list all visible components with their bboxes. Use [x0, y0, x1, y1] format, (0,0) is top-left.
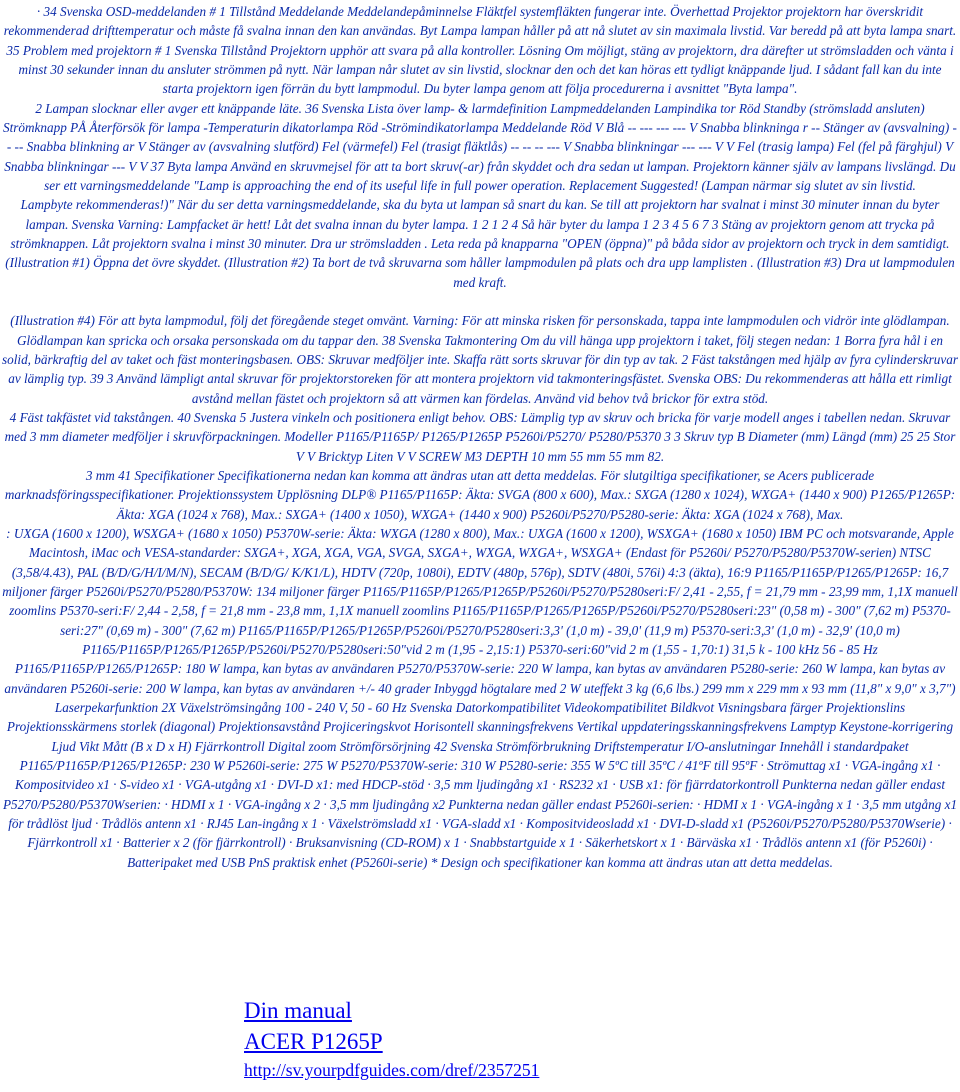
- paragraph-osd-messages: · 34 Svenska OSD-meddelanden # 1 Tillstånd Meddelande Meddelandepåminnelse Fläktfel systemfläkten fungerar inte. Överhettad Projektor projektorn har överskridit rekommenderad drifttemperatur och måste få svalna innan den kan användas. Byt Lampa lampan håller på att nå slutet av sin maximala livstid. Var beredd på att byta lampa snart.: [3, 4, 957, 39]
- paragraph-specifications-continued: : UXGA (1600 x 1200), WSXGA+ (1680 x 1050) P5370W-serie: Äkta: WXGA (1280 x 800), Max.: UXGA (1600 x 1200), WSXGA+ (1680 x 1050) IBM PC och motsvarande, Apple Macintosh, iMac och VESA-standarder: SXGA+, XGA, XGA, VGA, SVGA, SXGA+, WXGA, WXGA+, WSXGA+ (Endast för P5260i/ P5270/P5280/P5370W-serien) NTSC (3,58/4.43), PAL (B/D/G/H/I/M/N), SECAM (B/D/G/ K/K1/L), HDTV (720p, 1080i), EDTV (480p, 576p), SDTV (480i, 576i) 4:3 (äkta), 16:9 P1165/P1165P/P1265/P1265P: 16,7 miljoner färger P5260i/P5270/P5280/P5370W: 134 miljoner färger P1165/P1165P/P1265/P1265P/P5260i/P5270/P5280seri:F/ 2,41 - 2,55, f = 21,79 mm - 23,99 mm, 1,1X manuell zoomlins P5370-seri:F/ 2,44 - 2,58, f = 21,8 mm - 23,8 mm, 1,1X manuell zoomlins P1165/P1165P/P1265/P1265P/P5260i/P5270/P5280seri:23" (0,58 m) - 300" (7,62 m) P5370-seri:27" (0,69 m) - 300" (7,62 m) P1165/P1165P/P1265/P1265P/P5260i/P5270/P5280seri:3,3' (1,0 m) - 39,0' (11,9 m) P5370-seri:3,3' (1,0 m) - 32,9' (10,0 m) P1165/P1165P/P1265/P1265P/P5260i/P5270/P5280seri:50"vid 2 m (1,95 - 2,15:1) P5370-seri:60"vid 2 m (1,55 - 1,70:1) 31,5 k - 100 kHz 56 - 85 Hz P1165/P1165P/P1265/P1265P: 180 W lampa, kan bytas av användaren P5270/P5370W-serie: 220 W lampa, kan bytas av användaren P5280-serie: 260 W lampa, kan bytas av användaren P5260i-serie: 200 W lampa, kan bytas av användaren +/- 40 grader Inbyggd högtalare med 2 W uteffekt 3 kg (6,6 lbs.) 299 mm x 229 mm x 93 mm (11,8" x 9,0" x 3,7") Laserpekarfunktion 2X Växelströmsingång 100 - 240 V, 50 - 60 Hz Svenska Datorkompatibilitet Videokompatibilitet Bildkvot Visningsbara färger Projektionslins Projektionsskärmens storlek (diagonal) Projektionsavstånd Projiceringskvot Horisontell skanningsfrekvens Vertikal uppdateringsskanningsfrekvens Lamptyp Keystone-korrigering Ljud Vikt Mått (B x D x H) Fjärrkontroll Digital zoom Strömförsörjning 42 Svenska Strömförbrukning Driftstemperatur I/O-anslutningar Innehåll i standardpaket P1165/P1165P/P1265/P1265P: 230 W P5260i-serie: 275 W P5270/P5370W-serie: 310 W P5280-serie: 355 W 5ºC till 35ºC / 41ºF till 95ºF · Strömuttag x1 · VGA-ingång x1 · Kompositvideo x1 · S-video x1 · VGA-utgång x1 · DVI-D x1: med HDCP-stöd · 3,5 mm ljudingång x1 · RS232 x1 · USB x1: för fjärrdatorkontroll Punkterna nedan gäller endast P5270/P5280/P5370Wserien: · HDMI x 1 · VGA-ingång x 2 · 3,5 mm ljudingång x2 Punkterna nedan gäller endast P5260i-serien: · HDMI x 1 · VGA-ingång x 1 · 3,5 mm utgång x1 för trådlöst ljud · Trådlös antenn x1 · RJ45 Lan-ingång x 1 · Växelströmsladd x1 · VGA-sladd x1 · Kompositvideosladd x1 · DVI-D-sladd x1 (P5260i/P5270/P5280/P5370Wserie) · Fjärrkontroll x1 · Batterier x 2 (för fjärrkontroll) · Bruksanvisning (CD-ROM) x 1 · Snabbstartguide x 1 · Säkerhetskort x 1 · Bärväska x1 · Trådlös antenn x1 (för P5260i) · Batteripaket med USB PnS praktisk enhet (P5260i-serie) * Design och specifikationer kan komma att ändras utan att detta meddelas.: [2, 525, 958, 870]
- paragraph-gap: [2, 292, 958, 311]
- footer-links: [244, 995, 539, 1083]
- document-body: [2, 2, 958, 872]
- model-link[interactable]: ACER P1265P: [244, 1029, 383, 1054]
- paragraph-screw-table: 4 Fäst takfästet vid takstången. 40 Svenska 5 Justera vinkeln och positionera enligt behov. OBS: Lämplig typ av skruv och bricka för varje modell anges i tabellen nedan. Skruvar med 3 mm diameter medföljer i skruvförpackningen. Modeller P1165/P1165P/ P1265/P1265P P5260i/P5270/ P5280/P5370 3 3 Skruv typ B Diameter (mm) Längd (mm) 25 25 Stor V V Bricktyp Liten V V SCREW M3 DEPTH 10 mm 55 mm 55 mm 82.: [4, 409, 956, 464]
- paragraph-lamp-replacement: Lampbyte rekommenderas!)" När du ser detta varningsmeddelande, ska du byta ut lampan så snart du kan. Se till att projektorn har svalnat i minst 30 minuter innan du byter lampan. Svenska Varning: Lampfacket är hett! Låt det svalna innan du byter lampa. 1 2 1 2 4 Så här byter du lampa 1 2 3 4 5 6 7 3 Stäng av projektorn genom att trycka på strömknappen. Låt projektorn svalna i minst 30 minuter. Dra ur strömsladden . Leta reda på knapparna "OPEN (öppna)" på båda sidor av projektorn och tryck in dem samtidigt. (Illustration #1) Öppna det övre skyddet. (Illustration #2) Ta bort de två skruvarna som håller lampmodulen på plats och dra upp lamplisten . (Illustration #3) Dra ut lampmodulen med kraft.: [5, 197, 955, 290]
- paragraph-specifications: 3 mm 41 Specifikationer Specifikationerna nedan kan komma att ändras utan att detta meddelas. För slutgiltiga specifikationer, se Acers publicerade marknadsföringsspecifikationer. Projektionssystem Upplösning DLP® P1165/P1165P: Äkta: SVGA (800 x 600), Max.: SXGA (1280 x 1024), WXGA+ (1440 x 900) P1265/P1265P: Äkta: XGA (1024 x 768), Max.: SXGA+ (1400 x 1050), WXGA+ (1440 x 900) P5260i/P5270/P5280-serie: Äkta: XGA (1024 x 768), Max.: [4, 467, 956, 522]
- paragraph-troubleshooting: 35 Problem med projektorn # 1 Svenska Tillstånd Projektorn upphör att svara på alla kontroller. Lösning Om möjligt, stäng av projektorn, dra därefter ut strömsladden och vänta i minst 30 sekunder innan du ansluter strömmen på nytt. När lampan når slutet av sin livstid, slocknar den och det kan höras ett tydligt knäppande ljud. I sådant fall kan du inte starta projektorn igen förrän du bytt lampmodul. Du byter lampa genom att följa procedurerna i avsnittet "Byta lampa".: [6, 42, 954, 97]
- paragraph-ceiling-mount: (Illustration #4) För att byta lampmodul, följ det föregående steget omvänt. Varning: För att minska risken för personskada, tappa inte lampmodulen och vidrör inte glödlampan. Glödlampan kan spricka och orsaka personskada om du tappar den. 38 Svenska Takmontering Om du vill hänga upp projektorn i taket, följ stegen nedan: 1 Borra fyra hål i en solid, bärkraftig del av taket och fäst monteringsbasen. OBS: Skruvar medföljer inte. Skaffa rätt sorts skruvar för din typ av tak. 2 Fäst takstången med hjälp av fyra cylinderskruvar av lämplig typ. 39 3 Använd lämpligt antal skruvar för projektorstoreken för att montera projektorn vid takmonteringsfästet. Svenska OBS: Du rekommenderas att hålla ett rimligt avstånd mellan fästet och projektorn så att värmen kan fördelas. Använd vid behov två brickor för extra stöd.: [2, 313, 958, 406]
- source-url-link[interactable]: http://sv.yourpdfguides.com/dref/2357251: [244, 1060, 540, 1080]
- manual-link[interactable]: Din manual: [244, 998, 352, 1023]
- paragraph-lamp-indicators: 2 Lampan slocknar eller avger ett knäppande läte. 36 Svenska Lista över lamp- & larmdefinition Lampmeddelanden Lampindika tor Röd Standby (strömsladd ansluten) Strömknapp PÅ Återförsök för lampa -Temperaturin dikatorlampa Röd -Strömindikatorlampa Meddelande Röd V Blå -- --- --- --- V Snabba blinkninga r -- Stänger av (avsvalning) -- -- Snabba blinkning ar V Stänger av (avsvalning slutförd) Fel (värmefel) Fel (trasigt fläktlås) -- -- -- --- V Snabba blinkningar --- --- V V Fel (trasig lampa) Fel (fel på färghjul) V Snabba blinkningar --- V V 37 Byta lampa Använd en skruvmejsel för att ta bort skruv(-ar) från skyddet och dra sedan ut lampan. Projektorn känner själv av lampans livslängd. Du ser ett varningsmeddelande "Lamp is approaching the end of its useful life in full power operation. Replacement Suggested! (Lampan närmar sig slutet av sin livstid.: [3, 100, 957, 194]
